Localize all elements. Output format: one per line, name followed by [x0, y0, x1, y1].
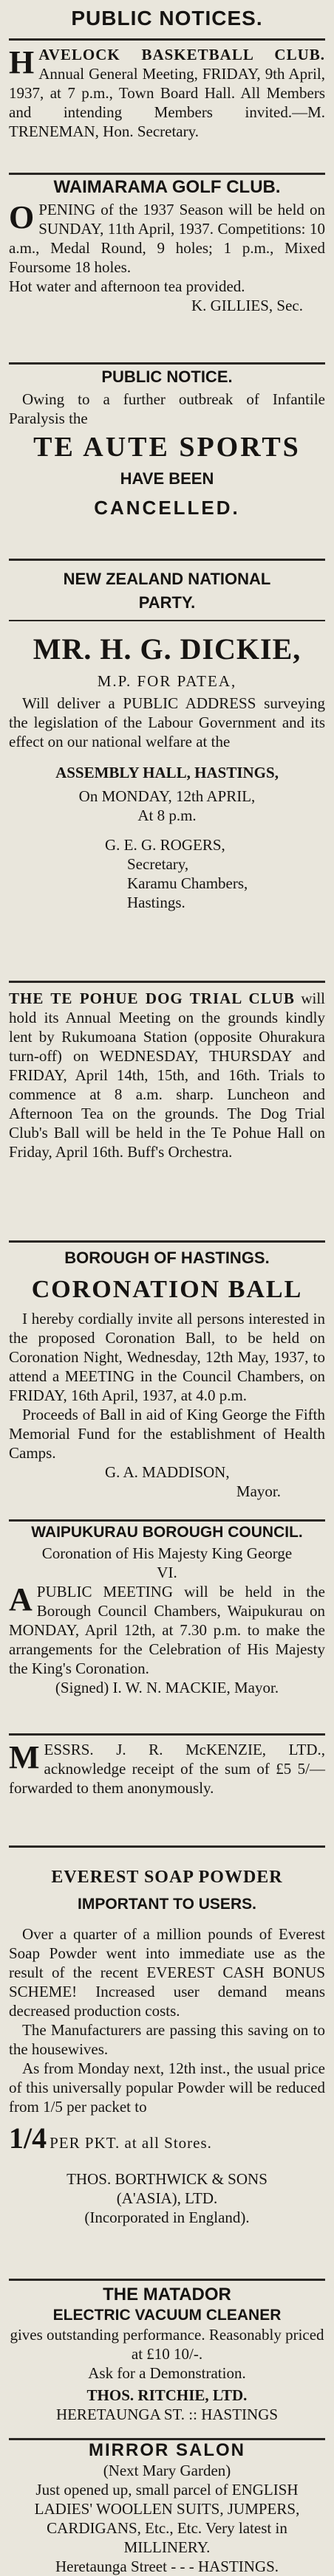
havelock-notice: [9, 38, 325, 171]
mirror-salon-title: MIRROR SALON: [89, 2440, 245, 2460]
waipukurau-title: WAIPUKURAU BOROUGH COUNCIL.: [31, 1524, 303, 1541]
matador-notice: [9, 2279, 325, 2437]
national-party-title: NEW ZEALAND NATIONAL: [63, 570, 271, 588]
te-aute-title: PUBLIC NOTICE.: [101, 367, 233, 386]
te-aute-headline: TE AUTE SPORTS: [33, 432, 301, 463]
national-party-time: At 8 p.m.: [137, 807, 197, 824]
mirror-salon-body: Just opened up, small parcel of ENGLISH LADIES' WOOLLEN SUITS, JUMPERS, CARDIGANS, Etc., Etc. Very latest in MILLINERY.: [34, 2481, 300, 2556]
national-party-sig-line-1: Secretary,: [127, 855, 189, 873]
everest-body-2: The Manufacturers are passing this saving on to the housewives.: [9, 2021, 325, 2058]
everest-price-text: PER PKT. at all Stores.: [50, 2134, 212, 2152]
national-party-sig-name: G. E. G. ROGERS,: [105, 836, 225, 854]
national-party-body: Will deliver a PUBLIC ADDRESS surveying the legislation of the Labour Government and its effect on our national welfare at the: [9, 694, 325, 750]
te-pohue-notice: [9, 981, 325, 1239]
mckenzie-text: ESSRS. J. R. McKENZIE, LTD., acknowledge receipt of the sum of £5 5/—forwarded to them anonymously.: [9, 1741, 325, 1797]
mckenzie-notice: [9, 1733, 325, 1844]
coronation-ball-headline: CORONATION BALL: [31, 1276, 303, 1303]
national-party-date: On MONDAY, 12th APRIL,: [78, 787, 256, 805]
waimarama-text: PENING of the 1937 Season will be held on SUNDAY, 11th April, 1937. Competitions: 10 a.m., Medal Round, 9 holes; 1 p.m., Mixed Foursome 18 holes.: [9, 201, 325, 276]
speaker-name: MR. H. G. DICKIE,: [9, 620, 325, 671]
waimarama-signature: K. GILLIES, Sec.: [191, 297, 303, 314]
national-party-title-2: PARTY.: [138, 593, 196, 612]
everest-subhead: IMPORTANT TO USERS.: [78, 1896, 256, 1913]
havelock-title: AVELOCK BASKETBALL CLUB.: [38, 46, 325, 63]
coronation-ball-body-2: Proceeds of Ball in aid of King George the Fifth Memorial Fund for the establishment of Health Camps.: [9, 1406, 325, 1462]
matador-subtitle: ELECTRIC VACUUM CLEANER: [52, 2307, 282, 2324]
matador-title: THE MATADOR: [103, 2285, 231, 2304]
te-pohue-text: will hold its Annual Meeting on the grounds kindly lent by Rukumoana Station (opposite Ohurakura turn-off) on WEDNESDAY, THURSDAY and FRIDAY, April 14th, 15th, and 16th. Trials to commence at 8 a.m. sharp. Luncheon and Afternoon Tea on the grounds. The Dog Trial Club's Ball will be held in the Te Pohue Hall on Friday, April 16th. Buff's Orchestra.: [9, 990, 325, 1161]
public-notices-header-block: [9, 6, 325, 35]
everest-company: THOS. BORTHWICK & SONS (A'ASIA), LTD.: [67, 2170, 267, 2207]
te-aute-notice: [9, 362, 325, 557]
mirror-salon-notice: [9, 2438, 325, 2575]
everest-price: 1/4: [9, 2121, 47, 2155]
everest-price-line: [9, 2116, 325, 2161]
te-aute-body: Owing to a further outbreak of Infantile Paralysis the: [9, 390, 325, 427]
te-pohue-title: THE TE POHUE DOG TRIAL CLUB: [9, 990, 295, 1007]
everest-headline: EVEREST SOAP POWDER: [51, 1868, 283, 1887]
everest-body-1: Over a quarter of a million pounds of Everest Soap Powder went into immediate use as the result of the recent EVEREST CASH BONUS SCHEME! Increased user demand means decreased production costs.: [9, 1925, 325, 2020]
coronation-ball-body: I hereby cordially invite all persons interested in the proposed Coronation Ball, to be held on Coronation Night, Wednesday, 12th May, 1937, to attend a MEETING in the Council Chambers, on FRIDAY, 16th April, 1937, at 4.0 p.m.: [9, 1310, 325, 1404]
havelock-drop-cap: H: [9, 44, 35, 80]
waimarama-body: [9, 200, 325, 277]
te-aute-have-been: HAVE BEEN: [120, 469, 214, 488]
national-party-notice: [9, 559, 325, 979]
everest-notice: [9, 1845, 325, 2277]
matador-address: HERETAUNGA ST. :: HASTINGS: [55, 2406, 279, 2423]
mirror-salon-address: Heretaunga Street - - - HASTINGS.: [55, 2558, 279, 2575]
public-notices-header: PUBLIC NOTICES.: [71, 7, 263, 30]
mckenzie-drop-cap: M: [9, 1739, 40, 1775]
waipukurau-drop-cap: A: [9, 1581, 33, 1617]
national-party-venue: ASSEMBLY HALL, HASTINGS,: [55, 764, 279, 781]
waimarama-note: Hot water and afternoon tea provided.: [9, 277, 245, 295]
matador-company: THOS. RITCHIE, LTD.: [86, 2386, 248, 2404]
coronation-ball-title: BOROUGH OF HASTINGS.: [64, 1249, 270, 1267]
waipukurau-subtitle: Coronation of His Majesty King George VI.: [41, 1544, 293, 1581]
waipukurau-notice: [9, 1519, 325, 1732]
coronation-ball-sig-name: G. A. MADDISON,: [105, 1463, 230, 1481]
te-aute-cancelled: CANCELLED.: [94, 497, 240, 519]
waimarama-drop-cap: O: [9, 199, 35, 235]
te-pohue-body: [9, 983, 325, 1161]
matador-cta: Ask for a Demonstration.: [88, 2364, 246, 2382]
waipukurau-text: PUBLIC MEETING will be held in the Borough Council Chambers, Waipukurau on MONDAY, April 12th, at 7.30 p.m. to make the arrangements for the Celebration of His Majesty the King's Coronation.: [9, 1583, 325, 1677]
mirror-salon-location: (Next Mary Garden): [103, 2462, 231, 2479]
everest-body-3: As from Monday next, 12th inst., the usual price of this universally popular Powder will be reduced from 1/5 per packet to: [9, 2059, 325, 2116]
waimarama-notice: [9, 173, 325, 361]
waimarama-title: WAIMARAMA GOLF CLUB.: [53, 177, 281, 197]
national-party-sig-line-3: Hastings.: [127, 894, 185, 911]
coronation-ball-notice: [9, 1240, 325, 1518]
everest-incorporated: (Incorporated in England).: [84, 2209, 250, 2226]
matador-body: gives outstanding performance. Reasonably priced at £10 10/-.: [10, 2326, 324, 2363]
coronation-ball-sig-title: Mayor.: [236, 1482, 281, 1500]
national-party-sig-line-2: Karamu Chambers,: [127, 874, 248, 892]
waipukurau-body: [9, 1582, 325, 1678]
waipukurau-signature: (Signed) I. W. N. MACKIE, Mayor.: [55, 1679, 279, 1696]
havelock-body: [9, 41, 325, 141]
speaker-role: M.P. FOR PATEA,: [97, 672, 237, 690]
havelock-text: Annual General Meeting, FRIDAY, 9th April, 1937, at 7 p.m., Town Board Hall. All Members and intending Members invited.—M. TRENEMAN, Hon. Secretary.: [9, 65, 325, 140]
mckenzie-body: [9, 1736, 325, 1798]
